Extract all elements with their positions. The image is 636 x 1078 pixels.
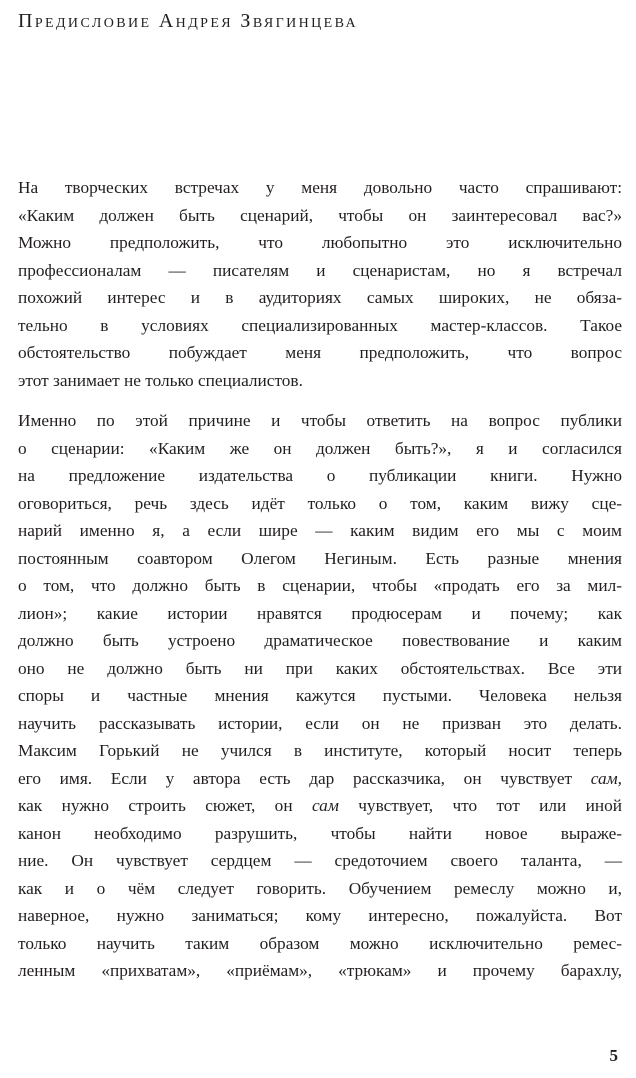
text-line: ние. Он чувствует сердцем — средоточием своего таланта, — bbox=[18, 851, 622, 870]
text-line: Именно по этой причине и чтобы ответить на вопрос публики bbox=[18, 411, 622, 430]
text-line: лион»; какие истории нравятся продюсерам и почему; как bbox=[18, 603, 622, 623]
text-line: должно быть устроено драматическое повествование и каким bbox=[18, 631, 622, 650]
emphasis: сам bbox=[311, 796, 339, 815]
text-line: похожий интерес и в аудиториях самых широких, не обяза- bbox=[18, 288, 622, 307]
running-header: Предисловие Андрея Звягинцева bbox=[18, 10, 358, 32]
text-line: канон необходимо разрушить, чтобы найти новое выраже- bbox=[18, 823, 622, 843]
text-line: споры и частные мнения кажутся пустыми. Человека нельзя bbox=[18, 686, 622, 705]
text-line: Можно предположить, что любопытно это исключительно bbox=[18, 233, 622, 252]
text-line: На творческих встречах у меня довольно часто спрашивают: bbox=[18, 178, 622, 197]
text-line: о сценарии: «Каким же он должен быть?», я и согласился bbox=[18, 438, 622, 458]
text-segment: как нужно строить сюжет, он bbox=[18, 796, 312, 815]
page-number: 5 bbox=[609, 1046, 618, 1065]
text-line: на предложение издательства о публикации книги. Нужно bbox=[18, 466, 622, 485]
text-line-with-emphasis bbox=[18, 765, 622, 793]
text-line: Максим Горький не учился в институте, который носит теперь bbox=[18, 741, 622, 760]
emphasis: сам, bbox=[590, 768, 622, 788]
text-line: как и о чём следует говорить. Обучением ремеслу можно и, bbox=[18, 878, 622, 898]
text-line: этот занимает не только специалистов. bbox=[18, 370, 303, 390]
text-line: оговориться, речь здесь идёт только о том, каким вижу сце- bbox=[18, 493, 622, 513]
text-line: оно не должно быть ни при каких обстоятельствах. Все эти bbox=[18, 658, 622, 678]
paragraph-gap bbox=[18, 394, 622, 407]
text-line: только научить таким образом можно исключительно ремес- bbox=[18, 933, 622, 953]
text-segment: его имя. Если у автора есть дар рассказчика, он чувствует bbox=[18, 768, 591, 788]
text-line: научить рассказывать истории, если он не призван это делать. bbox=[18, 713, 622, 733]
text-line: о том, что должно быть в сценарии, чтобы «продать его за мил- bbox=[18, 576, 622, 595]
text-line: нарий именно я, а если шире — каким видим его мы с моим bbox=[18, 521, 622, 540]
text-line: обстоятельство побуждает меня предположить, что вопрос bbox=[18, 343, 622, 362]
text-line: постоянным соавтором Олегом Негиным. Есть разные мнения bbox=[18, 548, 622, 568]
text-line: профессионалам — писателям и сценаристам, но я встречал bbox=[18, 260, 622, 280]
text-segment: чувствует, что тот или иной bbox=[338, 796, 623, 815]
paragraph-2 bbox=[18, 407, 622, 985]
paragraph-1 bbox=[18, 174, 622, 394]
text-line: «Каким должен быть сценарий, чтобы он заинтересовал вас?» bbox=[18, 205, 622, 225]
text-line: ленным «прихватам», «приёмам», «трюкам» и прочему барахлу, bbox=[18, 961, 622, 980]
text-line: тельно в условиях специализированных мастер-классов. Такое bbox=[18, 315, 622, 335]
text-line: наверное, нужно заниматься; кому интересно, пожалуйста. Вот bbox=[18, 906, 622, 925]
text-line-with-emphasis bbox=[18, 792, 622, 820]
body-text bbox=[18, 174, 622, 985]
